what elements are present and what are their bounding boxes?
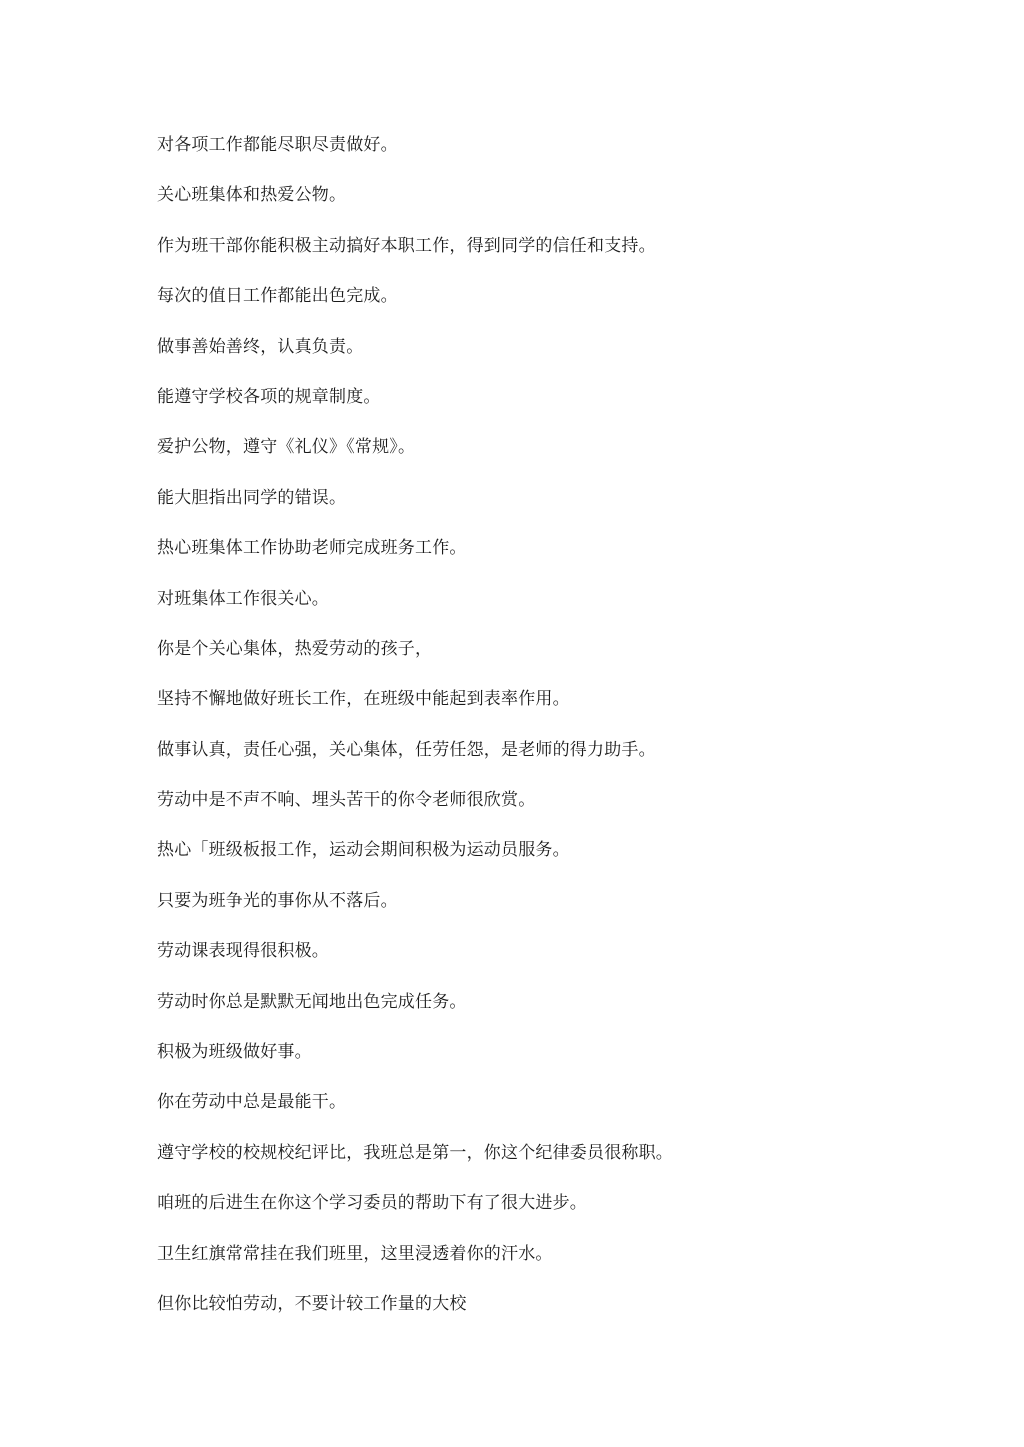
text-line-7: 爱护公物，遵守《礼仪》《常规》。 xyxy=(157,437,416,458)
text-line-9: 热心班集体工作协助老师完成班务工作。 xyxy=(157,538,467,559)
text-line-5: 做事善始善终，认真负责。 xyxy=(157,336,364,357)
text-line-10: 对班集体工作很关心。 xyxy=(157,588,329,609)
text-line-15: 热心「班级板报工作，运动会期间积极为运动员服务。 xyxy=(157,840,570,861)
text-line-12: 坚持不懈地做好班长工作，在班级中能起到表率作用。 xyxy=(157,689,570,710)
text-line-18: 劳动时你总是默默无闻地出色完成任务。 xyxy=(157,991,467,1012)
text-line-11: 你是个关心集体，热爱劳动的孩子， xyxy=(157,638,433,659)
text-line-24: 但你比较怕劳动，不要计较工作量的大校 xyxy=(157,1293,467,1314)
text-line-17: 劳动课表现得很积极。 xyxy=(157,941,329,962)
text-line-3: 作为班干部你能积极主动搞好本职工作，得到同学的信任和支持。 xyxy=(157,235,656,256)
text-line-4: 每次的值日工作都能出色完成。 xyxy=(157,286,398,307)
comment-list xyxy=(157,131,957,1340)
text-line-1: 对各项工作都能尽职尽责做好。 xyxy=(157,135,398,155)
text-line-2: 关心班集体和热爱公物。 xyxy=(157,185,347,206)
text-line-13: 做事认真，责任心强，关心集体，任劳任怨，是老师的得力助手。 xyxy=(157,739,656,760)
text-line-23: 卫生红旗常常挂在我们班里，这里浸透着你的汗水。 xyxy=(157,1243,553,1264)
text-line-20: 你在劳动中总是最能干。 xyxy=(157,1092,347,1113)
text-line-8: 能大胆指出同学的错误。 xyxy=(157,487,347,508)
text-line-19: 积极为班级做好事。 xyxy=(157,1042,312,1063)
text-line-16: 只要为班争光的事你从不落后。 xyxy=(157,890,398,911)
text-line-22: 咱班的后进生在你这个学习委员的帮助下有了很大进步。 xyxy=(157,1193,587,1214)
text-line-14: 劳动中是不声不响、埋头苦干的你令老师很欣赏。 xyxy=(157,790,536,811)
text-line-21: 遵守学校的校规校纪评比，我班总是第一，你这个纪律委员很称职。 xyxy=(157,1142,673,1163)
text-line-6: 能遵守学校各项的规章制度。 xyxy=(157,386,381,407)
